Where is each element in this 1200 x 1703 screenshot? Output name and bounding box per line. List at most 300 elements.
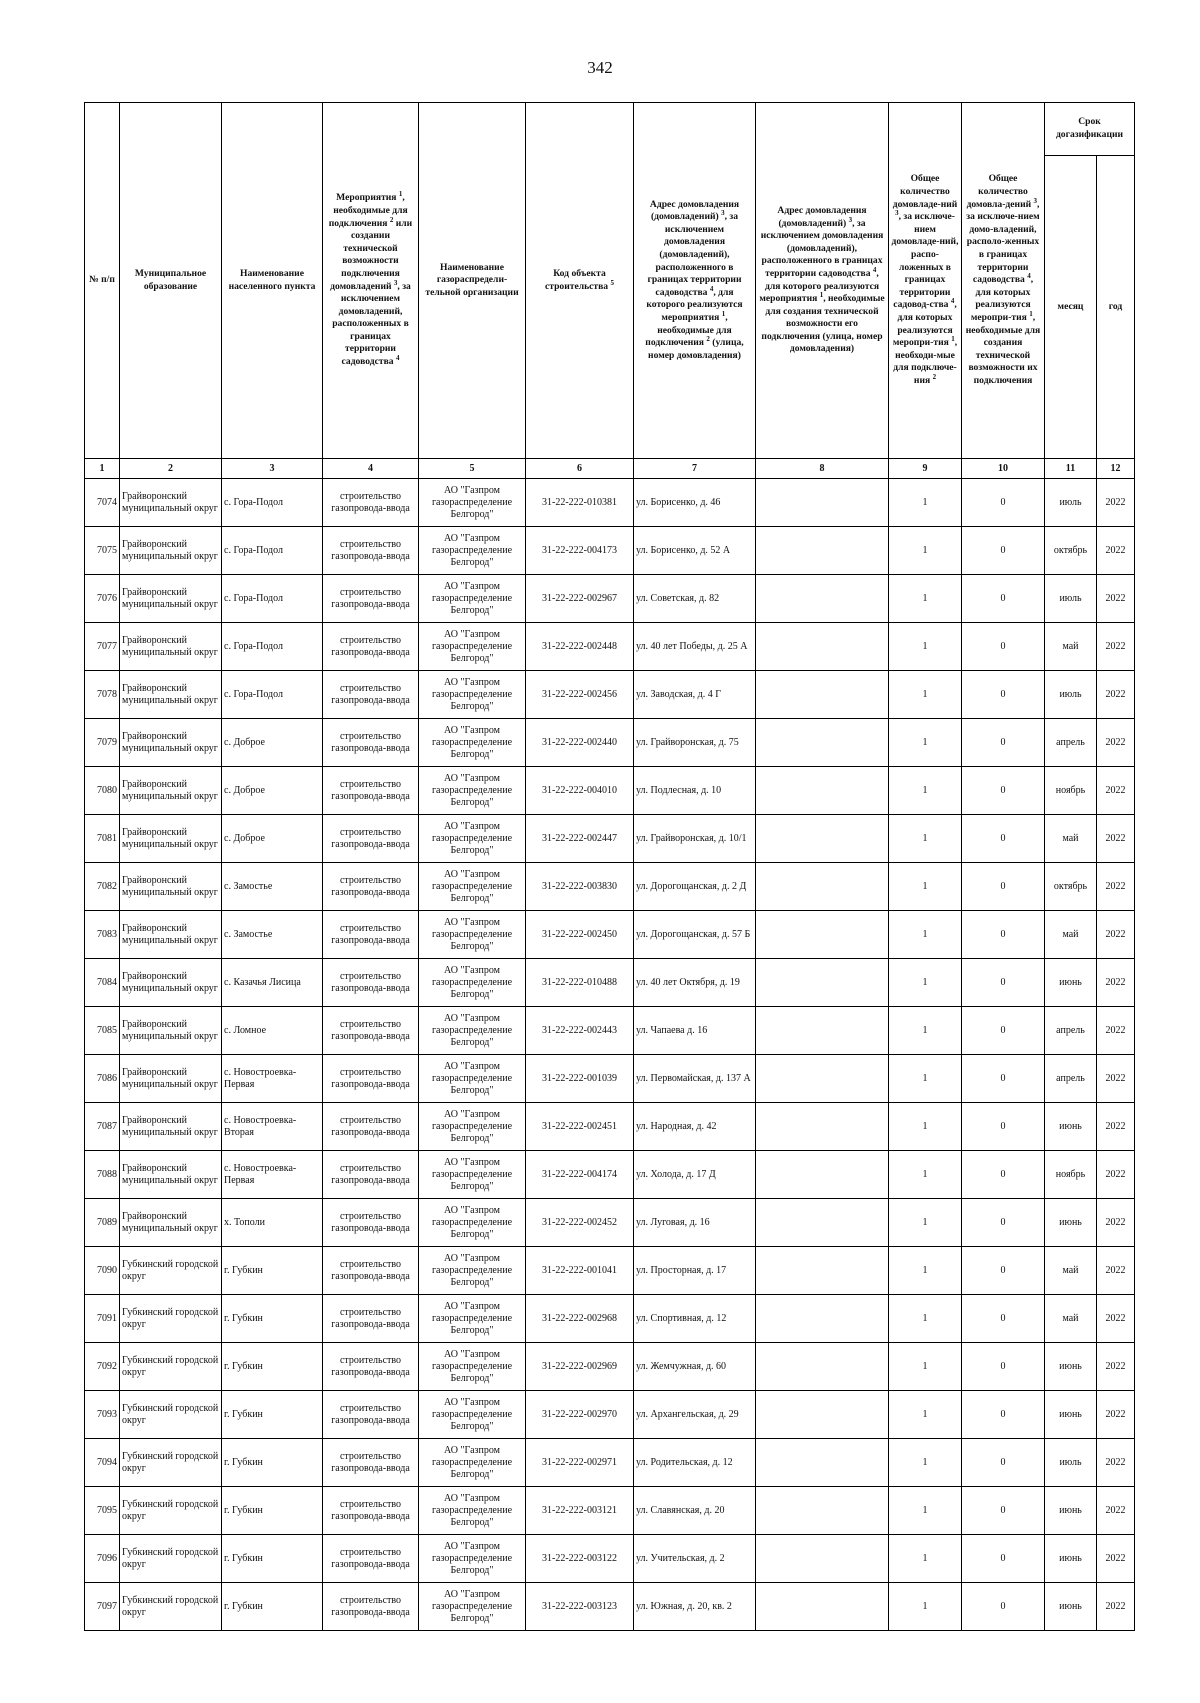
count-connection-cell: 1 — [889, 671, 962, 719]
municipality-cell: Грайворонский муниципальный округ — [120, 1199, 222, 1247]
count-connection-cell: 1 — [889, 1103, 962, 1151]
column-number: 8 — [756, 459, 889, 479]
row-number: 7077 — [85, 623, 120, 671]
row-number: 7097 — [85, 1583, 120, 1631]
month-cell: июль — [1045, 479, 1097, 527]
object-code-cell: 31-22-222-003123 — [526, 1583, 634, 1631]
column-number: 2 — [120, 459, 222, 479]
count-capability-cell: 0 — [962, 671, 1045, 719]
header-number: № п/п — [85, 103, 120, 459]
row-number: 7076 — [85, 575, 120, 623]
count-connection-cell: 1 — [889, 959, 962, 1007]
object-code-cell: 31-22-222-002440 — [526, 719, 634, 767]
address-capability-cell — [756, 1247, 889, 1295]
settlement-cell: с. Ломное — [222, 1007, 323, 1055]
count-connection-cell: 1 — [889, 1343, 962, 1391]
organization-cell: АО "Газпром газораспределение Белгород" — [419, 1199, 526, 1247]
row-number: 7091 — [85, 1295, 120, 1343]
count-connection-cell: 1 — [889, 767, 962, 815]
object-code-cell: 31-22-222-004173 — [526, 527, 634, 575]
measure-cell: строительство газопровода-ввода — [323, 1103, 419, 1151]
table-row — [85, 575, 1135, 623]
column-number: 6 — [526, 459, 634, 479]
municipality-cell: Губкинский городской округ — [120, 1343, 222, 1391]
month-cell: июнь — [1045, 1199, 1097, 1247]
year-cell: 2022 — [1097, 623, 1135, 671]
year-cell: 2022 — [1097, 575, 1135, 623]
organization-cell: АО "Газпром газораспределение Белгород" — [419, 1583, 526, 1631]
row-number: 7095 — [85, 1487, 120, 1535]
count-capability-cell: 0 — [962, 911, 1045, 959]
row-number: 7090 — [85, 1247, 120, 1295]
count-capability-cell: 0 — [962, 1583, 1045, 1631]
count-connection-cell: 1 — [889, 815, 962, 863]
month-cell: июнь — [1045, 1535, 1097, 1583]
measure-cell: строительство газопровода-ввода — [323, 1055, 419, 1103]
column-number: 1 — [85, 459, 120, 479]
table-row — [85, 767, 1135, 815]
month-cell: июнь — [1045, 959, 1097, 1007]
month-cell: май — [1045, 815, 1097, 863]
settlement-cell: г. Губкин — [222, 1439, 323, 1487]
row-number: 7093 — [85, 1391, 120, 1439]
address-cell: ул. Дорогощанская, д. 57 Б — [634, 911, 756, 959]
month-cell: июнь — [1045, 1103, 1097, 1151]
municipality-cell: Грайворонский муниципальный округ — [120, 1103, 222, 1151]
measure-cell: строительство газопровода-ввода — [323, 1199, 419, 1247]
count-capability-cell: 0 — [962, 1487, 1045, 1535]
municipality-cell: Грайворонский муниципальный округ — [120, 863, 222, 911]
object-code-cell: 31-22-222-002450 — [526, 911, 634, 959]
municipality-cell: Грайворонский муниципальный округ — [120, 527, 222, 575]
address-capability-cell — [756, 719, 889, 767]
organization-cell: АО "Газпром газораспределение Белгород" — [419, 479, 526, 527]
measure-cell: строительство газопровода-ввода — [323, 815, 419, 863]
header-measures: Мероприятия $^1$, необходимые для подключения $^2$ или создании технической возможности подключения домовладений $^3$, за исключением домовладений, расположенных в границах территории садоводства $^4$ — [323, 103, 419, 459]
settlement-cell: с. Казачья Лисица — [222, 959, 323, 1007]
measure-cell: строительство газопровода-ввода — [323, 911, 419, 959]
measure-cell: строительство газопровода-ввода — [323, 1535, 419, 1583]
year-cell: 2022 — [1097, 959, 1135, 1007]
header-object-code: Код объекта строительства $^5$ — [526, 103, 634, 459]
organization-cell: АО "Газпром газораспределение Белгород" — [419, 863, 526, 911]
header-month: месяц — [1045, 156, 1097, 459]
address-capability-cell — [756, 623, 889, 671]
table-row — [85, 1151, 1135, 1199]
month-cell: июнь — [1045, 1343, 1097, 1391]
address-capability-cell — [756, 1583, 889, 1631]
municipality-cell: Губкинский городской округ — [120, 1247, 222, 1295]
address-capability-cell — [756, 1151, 889, 1199]
column-number: 3 — [222, 459, 323, 479]
organization-cell: АО "Газпром газораспределение Белгород" — [419, 1343, 526, 1391]
address-cell: ул. Борисенко, д. 46 — [634, 479, 756, 527]
address-capability-cell — [756, 1391, 889, 1439]
address-capability-cell — [756, 863, 889, 911]
year-cell: 2022 — [1097, 479, 1135, 527]
table-row — [85, 959, 1135, 1007]
month-cell: апрель — [1045, 1007, 1097, 1055]
organization-cell: АО "Газпром газораспределение Белгород" — [419, 719, 526, 767]
row-number: 7082 — [85, 863, 120, 911]
column-number: 9 — [889, 459, 962, 479]
year-cell: 2022 — [1097, 863, 1135, 911]
organization-cell: АО "Газпром газораспределение Белгород" — [419, 1151, 526, 1199]
table-row — [85, 479, 1135, 527]
header-settlement: Наименование населенного пункта — [222, 103, 323, 459]
month-cell: июль — [1045, 575, 1097, 623]
row-number: 7079 — [85, 719, 120, 767]
table-row — [85, 815, 1135, 863]
month-cell: июнь — [1045, 1391, 1097, 1439]
table-row — [85, 911, 1135, 959]
settlement-cell: с. Замостье — [222, 863, 323, 911]
row-number: 7080 — [85, 767, 120, 815]
count-capability-cell: 0 — [962, 1391, 1045, 1439]
municipality-cell: Губкинский городской округ — [120, 1295, 222, 1343]
count-connection-cell: 1 — [889, 479, 962, 527]
month-cell: апрель — [1045, 1055, 1097, 1103]
object-code-cell: 31-22-222-001041 — [526, 1247, 634, 1295]
settlement-cell: с. Доброе — [222, 767, 323, 815]
year-cell: 2022 — [1097, 1391, 1135, 1439]
row-number: 7074 — [85, 479, 120, 527]
header-deadline: Срок догазификации — [1045, 103, 1135, 156]
count-capability-cell: 0 — [962, 767, 1045, 815]
address-cell: ул. Борисенко, д. 52 А — [634, 527, 756, 575]
month-cell: апрель — [1045, 719, 1097, 767]
measure-cell: строительство газопровода-ввода — [323, 1343, 419, 1391]
year-cell: 2022 — [1097, 1055, 1135, 1103]
object-code-cell: 31-22-222-010381 — [526, 479, 634, 527]
year-cell: 2022 — [1097, 671, 1135, 719]
organization-cell: АО "Газпром газораспределение Белгород" — [419, 1439, 526, 1487]
count-capability-cell: 0 — [962, 575, 1045, 623]
table-row — [85, 1247, 1135, 1295]
table-row — [85, 1535, 1135, 1583]
measure-cell: строительство газопровода-ввода — [323, 1007, 419, 1055]
table-row — [85, 863, 1135, 911]
count-connection-cell: 1 — [889, 575, 962, 623]
row-number: 7075 — [85, 527, 120, 575]
year-cell: 2022 — [1097, 815, 1135, 863]
count-connection-cell: 1 — [889, 1247, 962, 1295]
organization-cell: АО "Газпром газораспределение Белгород" — [419, 959, 526, 1007]
count-capability-cell: 0 — [962, 959, 1045, 1007]
municipality-cell: Грайворонский муниципальный округ — [120, 911, 222, 959]
count-capability-cell: 0 — [962, 1343, 1045, 1391]
settlement-cell: с. Замостье — [222, 911, 323, 959]
year-cell: 2022 — [1097, 1247, 1135, 1295]
object-code-cell: 31-22-222-002448 — [526, 623, 634, 671]
municipality-cell: Грайворонский муниципальный округ — [120, 1007, 222, 1055]
count-capability-cell: 0 — [962, 1535, 1045, 1583]
address-cell: ул. Первомайская, д. 137 А — [634, 1055, 756, 1103]
year-cell: 2022 — [1097, 1583, 1135, 1631]
municipality-cell: Губкинский городской округ — [120, 1535, 222, 1583]
measure-cell: строительство газопровода-ввода — [323, 863, 419, 911]
year-cell: 2022 — [1097, 1343, 1135, 1391]
object-code-cell: 31-22-222-002447 — [526, 815, 634, 863]
year-cell: 2022 — [1097, 911, 1135, 959]
measure-cell: строительство газопровода-ввода — [323, 767, 419, 815]
header-address-connection: Адрес домовладения (домовладений) $^3$, за исключением домовладения (домовладений), расположенного в границах территории садоводства $^4$, для которого реализуются мероприятия $^1$, необходимые для подключения $^2$ (улица, номер домовладения) — [634, 103, 756, 459]
measure-cell: строительство газопровода-ввода — [323, 1247, 419, 1295]
address-cell: ул. Славянская, д. 20 — [634, 1487, 756, 1535]
month-cell: июнь — [1045, 1487, 1097, 1535]
month-cell: октябрь — [1045, 527, 1097, 575]
count-capability-cell: 0 — [962, 815, 1045, 863]
table-row — [85, 1007, 1135, 1055]
count-connection-cell: 1 — [889, 1391, 962, 1439]
organization-cell: АО "Газпром газораспределение Белгород" — [419, 527, 526, 575]
count-capability-cell: 0 — [962, 1103, 1045, 1151]
organization-cell: АО "Газпром газораспределение Белгород" — [419, 815, 526, 863]
month-cell: ноябрь — [1045, 767, 1097, 815]
header-count-connection: Общее количество домовладе-ний $^3$, за исключе-нием домовладе-ний, распо-ложенных в границах территории садовод-ства $^4$, для которых реализуются меропри-тия $^1$, необходи-мые для подключе-ния $^2$ — [889, 103, 962, 459]
row-number: 7094 — [85, 1439, 120, 1487]
municipality-cell: Грайворонский муниципальный округ — [120, 575, 222, 623]
settlement-cell: г. Губкин — [222, 1487, 323, 1535]
municipality-cell: Губкинский городской округ — [120, 1487, 222, 1535]
month-cell: ноябрь — [1045, 1151, 1097, 1199]
year-cell: 2022 — [1097, 1487, 1135, 1535]
year-cell: 2022 — [1097, 1439, 1135, 1487]
settlement-cell: с. Доброе — [222, 815, 323, 863]
address-capability-cell — [756, 1199, 889, 1247]
year-cell: 2022 — [1097, 767, 1135, 815]
table-header — [85, 103, 1135, 479]
month-cell: июнь — [1045, 1583, 1097, 1631]
column-number: 7 — [634, 459, 756, 479]
address-cell: ул. Спортивная, д. 12 — [634, 1295, 756, 1343]
settlement-cell: г. Губкин — [222, 1295, 323, 1343]
count-connection-cell: 1 — [889, 1535, 962, 1583]
table-row — [85, 719, 1135, 767]
measure-cell: строительство газопровода-ввода — [323, 575, 419, 623]
settlement-cell: г. Губкин — [222, 1583, 323, 1631]
address-cell: ул. 40 лет Октября, д. 19 — [634, 959, 756, 1007]
organization-cell: АО "Газпром газораспределение Белгород" — [419, 575, 526, 623]
municipality-cell: Грайворонский муниципальный округ — [120, 671, 222, 719]
month-cell: май — [1045, 1295, 1097, 1343]
measure-cell: строительство газопровода-ввода — [323, 1583, 419, 1631]
address-capability-cell — [756, 479, 889, 527]
row-number: 7085 — [85, 1007, 120, 1055]
column-number: 4 — [323, 459, 419, 479]
count-connection-cell: 1 — [889, 623, 962, 671]
table-row — [85, 671, 1135, 719]
header-year: год — [1097, 156, 1135, 459]
header-address-capability: Адрес домовладения (домовладений) $^3$, за исключением домовладения (домовладений), расположенного в границах территории садоводства $^4$, для которого реализуются мероприятия $^1$, необходимые для создания технической возможности его подключения (улица, номер домовладения) — [756, 103, 889, 459]
address-cell: ул. Родительская, д. 12 — [634, 1439, 756, 1487]
row-number: 7084 — [85, 959, 120, 1007]
address-cell: ул. Грайворонская, д. 75 — [634, 719, 756, 767]
object-code-cell: 31-22-222-003122 — [526, 1535, 634, 1583]
row-number: 7086 — [85, 1055, 120, 1103]
object-code-cell: 31-22-222-002971 — [526, 1439, 634, 1487]
month-cell: июль — [1045, 1439, 1097, 1487]
municipality-cell: Грайворонский муниципальный округ — [120, 623, 222, 671]
table-row — [85, 1391, 1135, 1439]
settlement-cell: с. Доброе — [222, 719, 323, 767]
address-cell: ул. Заводская, д. 4 Г — [634, 671, 756, 719]
table-row — [85, 1583, 1135, 1631]
address-capability-cell — [756, 1103, 889, 1151]
settlement-cell: с. Гора-Подол — [222, 671, 323, 719]
settlement-cell: с. Гора-Подол — [222, 623, 323, 671]
table-row — [85, 527, 1135, 575]
settlement-cell: х. Тополи — [222, 1199, 323, 1247]
address-capability-cell — [756, 575, 889, 623]
count-capability-cell: 0 — [962, 479, 1045, 527]
address-cell: ул. Луговая, д. 16 — [634, 1199, 756, 1247]
year-cell: 2022 — [1097, 719, 1135, 767]
count-connection-cell: 1 — [889, 1151, 962, 1199]
address-capability-cell — [756, 671, 889, 719]
address-capability-cell — [756, 815, 889, 863]
measure-cell: строительство газопровода-ввода — [323, 1295, 419, 1343]
count-capability-cell: 0 — [962, 1247, 1045, 1295]
address-cell: ул. Жемчужная, д. 60 — [634, 1343, 756, 1391]
row-number: 7089 — [85, 1199, 120, 1247]
count-connection-cell: 1 — [889, 1007, 962, 1055]
count-connection-cell: 1 — [889, 863, 962, 911]
municipality-cell: Губкинский городской округ — [120, 1439, 222, 1487]
object-code-cell: 31-22-222-002969 — [526, 1343, 634, 1391]
object-code-cell: 31-22-222-002452 — [526, 1199, 634, 1247]
object-code-cell: 31-22-222-010488 — [526, 959, 634, 1007]
count-capability-cell: 0 — [962, 863, 1045, 911]
table-row — [85, 1295, 1135, 1343]
year-cell: 2022 — [1097, 1103, 1135, 1151]
count-capability-cell: 0 — [962, 719, 1045, 767]
count-connection-cell: 1 — [889, 1199, 962, 1247]
count-capability-cell: 0 — [962, 527, 1045, 575]
settlement-cell: с. Новостроевка-Вторая — [222, 1103, 323, 1151]
object-code-cell: 31-22-222-003121 — [526, 1487, 634, 1535]
month-cell: май — [1045, 623, 1097, 671]
object-code-cell: 31-22-222-002443 — [526, 1007, 634, 1055]
address-cell: ул. Дорогощанская, д. 2 Д — [634, 863, 756, 911]
month-cell: май — [1045, 911, 1097, 959]
measure-cell: строительство газопровода-ввода — [323, 479, 419, 527]
count-connection-cell: 1 — [889, 719, 962, 767]
table-row — [85, 1343, 1135, 1391]
address-capability-cell — [756, 1343, 889, 1391]
address-cell: ул. Грайворонская, д. 10/1 — [634, 815, 756, 863]
address-capability-cell — [756, 1535, 889, 1583]
count-connection-cell: 1 — [889, 1583, 962, 1631]
organization-cell: АО "Газпром газораспределение Белгород" — [419, 1103, 526, 1151]
measure-cell: строительство газопровода-ввода — [323, 1439, 419, 1487]
address-capability-cell — [756, 767, 889, 815]
object-code-cell: 31-22-222-001039 — [526, 1055, 634, 1103]
year-cell: 2022 — [1097, 1535, 1135, 1583]
address-capability-cell — [756, 1295, 889, 1343]
year-cell: 2022 — [1097, 1151, 1135, 1199]
organization-cell: АО "Газпром газораспределение Белгород" — [419, 1535, 526, 1583]
table-row — [85, 1487, 1135, 1535]
column-number: 10 — [962, 459, 1045, 479]
column-number: 12 — [1097, 459, 1135, 479]
object-code-cell: 31-22-222-002451 — [526, 1103, 634, 1151]
address-cell: ул. Подлесная, д. 10 — [634, 767, 756, 815]
municipality-cell: Грайворонский муниципальный округ — [120, 719, 222, 767]
municipality-cell: Грайворонский муниципальный округ — [120, 479, 222, 527]
count-capability-cell: 0 — [962, 1055, 1045, 1103]
organization-cell: АО "Газпром газораспределение Белгород" — [419, 1247, 526, 1295]
organization-cell: АО "Газпром газораспределение Белгород" — [419, 623, 526, 671]
organization-cell: АО "Газпром газораспределение Белгород" — [419, 1007, 526, 1055]
count-capability-cell: 0 — [962, 1439, 1045, 1487]
month-cell: октябрь — [1045, 863, 1097, 911]
municipality-cell: Губкинский городской округ — [120, 1391, 222, 1439]
count-capability-cell: 0 — [962, 1151, 1045, 1199]
municipality-cell: Губкинский городской округ — [120, 1583, 222, 1631]
count-connection-cell: 1 — [889, 1295, 962, 1343]
address-capability-cell — [756, 959, 889, 1007]
object-code-cell: 31-22-222-002970 — [526, 1391, 634, 1439]
settlement-cell: г. Губкин — [222, 1391, 323, 1439]
month-cell: май — [1045, 1247, 1097, 1295]
settlement-cell: г. Губкин — [222, 1535, 323, 1583]
table-row — [85, 1103, 1135, 1151]
measure-cell: строительство газопровода-ввода — [323, 959, 419, 1007]
count-connection-cell: 1 — [889, 527, 962, 575]
count-connection-cell: 1 — [889, 1487, 962, 1535]
organization-cell: АО "Газпром газораспределение Белгород" — [419, 1055, 526, 1103]
municipality-cell: Грайворонский муниципальный округ — [120, 1055, 222, 1103]
header-count-capability: Общее количество домовла-дений $^3$, за исключе-нием домо-владений, располо-женных в границах территории садоводства $^4$, для которых реализуются меропри-тия $^1$, необходимые для создания технической возможности их подключения — [962, 103, 1045, 459]
row-number: 7087 — [85, 1103, 120, 1151]
address-cell: ул. Холода, д. 17 Д — [634, 1151, 756, 1199]
address-capability-cell — [756, 1055, 889, 1103]
measure-cell: строительство газопровода-ввода — [323, 671, 419, 719]
table-row — [85, 1055, 1135, 1103]
address-cell: ул. 40 лет Победы, д. 25 А — [634, 623, 756, 671]
organization-cell: АО "Газпром газораспределение Белгород" — [419, 671, 526, 719]
count-capability-cell: 0 — [962, 1295, 1045, 1343]
table-row — [85, 623, 1135, 671]
settlement-cell: с. Гора-Подол — [222, 527, 323, 575]
table-row — [85, 1199, 1135, 1247]
address-capability-cell — [756, 1007, 889, 1055]
row-number: 7081 — [85, 815, 120, 863]
settlement-cell: с. Новостроевка-Первая — [222, 1151, 323, 1199]
settlement-cell: с. Гора-Подол — [222, 575, 323, 623]
row-number: 7096 — [85, 1535, 120, 1583]
year-cell: 2022 — [1097, 1007, 1135, 1055]
municipality-cell: Грайворонский муниципальный округ — [120, 767, 222, 815]
column-number: 5 — [419, 459, 526, 479]
count-connection-cell: 1 — [889, 1439, 962, 1487]
measure-cell: строительство газопровода-ввода — [323, 527, 419, 575]
address-capability-cell — [756, 527, 889, 575]
year-cell: 2022 — [1097, 527, 1135, 575]
object-code-cell: 31-22-222-002967 — [526, 575, 634, 623]
address-cell: ул. Народная, д. 42 — [634, 1103, 756, 1151]
municipality-cell: Грайворонский муниципальный округ — [120, 815, 222, 863]
year-cell: 2022 — [1097, 1199, 1135, 1247]
measure-cell: строительство газопровода-ввода — [323, 623, 419, 671]
count-capability-cell: 0 — [962, 623, 1045, 671]
settlement-cell: с. Новостроевка-Первая — [222, 1055, 323, 1103]
header-municipality: Муниципальное образование — [120, 103, 222, 459]
municipality-cell: Грайворонский муниципальный округ — [120, 959, 222, 1007]
object-code-cell: 31-22-222-002968 — [526, 1295, 634, 1343]
object-code-cell: 31-22-222-004174 — [526, 1151, 634, 1199]
